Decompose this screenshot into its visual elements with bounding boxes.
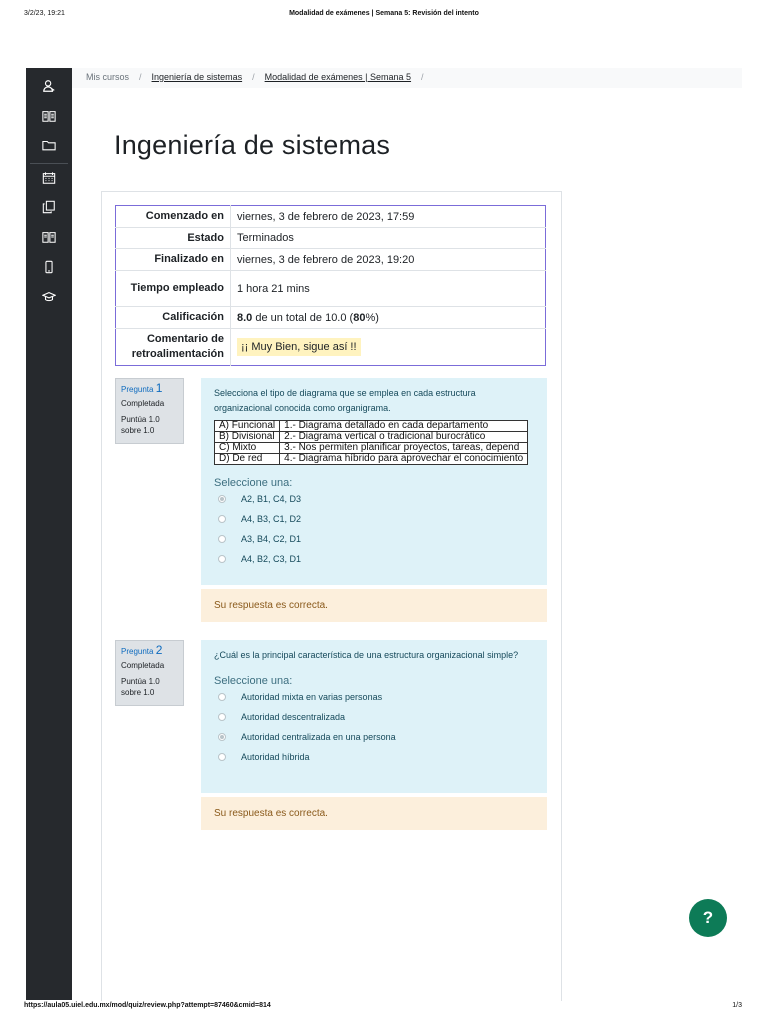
summary-row: [116, 329, 546, 366]
option-label: Autoridad centralizada en una persona: [241, 732, 396, 742]
print-page-number: 1/3: [732, 1002, 742, 1009]
answer-option[interactable]: [214, 707, 534, 727]
answer-option[interactable]: [214, 549, 534, 569]
radio-button[interactable]: [218, 555, 226, 563]
radio-button[interactable]: [218, 495, 226, 503]
print-title: Modalidad de exámenes | Semana 5: Revisión del intento: [289, 10, 479, 17]
question-text: Selecciona el tipo de diagrama que se emplea en cada estructura organizacional conocida como organigrama.: [214, 388, 476, 413]
matching-row: [215, 421, 528, 432]
breadcrumb-course[interactable]: Ingeniería de sistemas: [151, 72, 243, 82]
print-url: https://aula05.uiel.edu.mx/mod/quiz/review.php?attempt=87460&cmid=814: [24, 1002, 271, 1009]
folder-icon[interactable]: [41, 137, 57, 153]
summary-value: viernes, 3 de febrero de 2023, 19:20: [231, 249, 546, 271]
help-button[interactable]: ?: [689, 899, 727, 937]
question-info: [115, 640, 184, 706]
feedback-text: Su respuesta es correcta.: [214, 808, 328, 819]
book-icon[interactable]: [41, 108, 57, 124]
option-label: A2, B1, C4, D3: [241, 494, 302, 504]
matching-row: [215, 432, 528, 443]
radio-button[interactable]: [218, 713, 226, 721]
summary-row: [116, 249, 546, 271]
radio-button[interactable]: [218, 733, 226, 741]
sidebar-divider: [30, 163, 68, 164]
graduation-cap-icon[interactable]: [41, 289, 57, 305]
grade-score: 8.0: [237, 311, 253, 324]
breadcrumb-separator: /: [421, 72, 424, 82]
question-grade: Puntúa 1.0 sobre 1.0: [121, 677, 160, 697]
question-number: 1: [155, 381, 163, 395]
summary-value: viernes, 3 de febrero de 2023, 17:59: [231, 206, 546, 228]
breadcrumb-mis-cursos[interactable]: Mis cursos: [86, 72, 130, 82]
summary-row: [116, 206, 546, 228]
summary-label: Comenzado en: [116, 206, 231, 228]
grade-percent: 80: [353, 311, 366, 324]
matching-row: [215, 443, 528, 454]
feedback-text: Su respuesta es correcta.: [214, 600, 328, 611]
breadcrumb-separator: /: [252, 72, 255, 82]
radio-button[interactable]: [218, 515, 226, 523]
answer-option[interactable]: [214, 529, 534, 549]
question-feedback: [201, 589, 547, 622]
grade-percent-suffix: %): [365, 311, 379, 324]
answer-prompt: Seleccione una:: [214, 477, 293, 489]
copy-icon[interactable]: [41, 199, 57, 215]
page-title: Ingeniería de sistemas: [114, 130, 391, 160]
option-label: A4, B3, C1, D2: [241, 514, 302, 524]
option-label: Autoridad híbrida: [241, 752, 310, 762]
question-number: 2: [155, 643, 163, 657]
question-feedback: [201, 797, 547, 830]
matching-row: [215, 454, 528, 465]
summary-value: [231, 329, 546, 366]
summary-value: Terminados: [231, 228, 546, 249]
summary-row: [116, 228, 546, 249]
sidebar: [26, 68, 72, 1000]
summary-label: Comentario de retroalimentación: [131, 333, 224, 360]
radio-button[interactable]: [218, 693, 226, 701]
attempt-summary-table: [115, 205, 546, 366]
feedback-comment: ¡¡ Muy Bien, sigue así !!: [237, 338, 361, 356]
question-content: [201, 640, 547, 793]
breadcrumb-separator: /: [139, 72, 142, 82]
question-label: Pregunta: [121, 385, 154, 394]
answer-prompt: Seleccione una:: [214, 675, 293, 687]
grade-total: de un total de 10.0 (: [252, 311, 354, 324]
calendar-icon[interactable]: [41, 170, 57, 186]
answer-option[interactable]: [214, 509, 534, 529]
matching-cell: 2.- Diagrama vertical o tradicional burocrático: [280, 432, 528, 443]
option-label: Autoridad descentralizada: [241, 712, 346, 722]
question-status: Completada: [121, 399, 165, 408]
user-icon[interactable]: [41, 78, 57, 94]
summary-label: Finalizado en: [116, 249, 231, 271]
option-label: A4, B2, C3, D1: [241, 554, 302, 564]
breadcrumb: [86, 72, 434, 82]
summary-value: 1 hora 21 mins: [231, 271, 546, 307]
print-datetime: 3/2/23, 19:21: [24, 10, 65, 17]
matching-cell: C) Mixto: [215, 443, 280, 454]
question-grade: Puntúa 1.0 sobre 1.0: [121, 415, 160, 435]
book-open-icon[interactable]: [41, 229, 57, 245]
matching-cell: 4.- Diagrama híbrido para aprovechar el conocimiento: [280, 454, 528, 465]
question-info: [115, 378, 184, 444]
answer-option[interactable]: [214, 687, 534, 707]
radio-button[interactable]: [218, 535, 226, 543]
breadcrumb-section[interactable]: Modalidad de exámenes | Semana 5: [264, 72, 412, 82]
question-matching-table: [214, 420, 528, 465]
matching-cell: 1.- Diagrama detallado en cada departamento: [280, 421, 528, 432]
summary-row: [116, 271, 546, 307]
radio-button[interactable]: [218, 753, 226, 761]
question-label: Pregunta: [121, 647, 154, 656]
summary-row: [116, 307, 546, 329]
summary-value: [231, 307, 546, 329]
matching-cell: D) De red: [215, 454, 280, 465]
question-content: [201, 378, 547, 585]
mobile-icon[interactable]: [41, 259, 57, 275]
question-status: Completada: [121, 661, 165, 670]
option-label: Autoridad mixta en varias personas: [241, 692, 383, 702]
answer-option[interactable]: [214, 747, 534, 767]
summary-label: Tiempo empleado: [116, 271, 231, 307]
question-text: ¿Cuál es la principal característica de una estructura organizacional simple?: [214, 650, 519, 660]
summary-label: Estado: [116, 228, 231, 249]
answer-option[interactable]: [214, 489, 534, 509]
option-label: A3, B4, C2, D1: [241, 534, 302, 544]
matching-cell: A) Funcional: [215, 421, 280, 432]
matching-cell: 3.- Nos permiten planificar proyectos, tareas, depend: [280, 443, 528, 454]
summary-label: Calificación: [116, 307, 231, 329]
matching-cell: B) Divisional: [215, 432, 280, 443]
answer-option[interactable]: [214, 727, 534, 747]
